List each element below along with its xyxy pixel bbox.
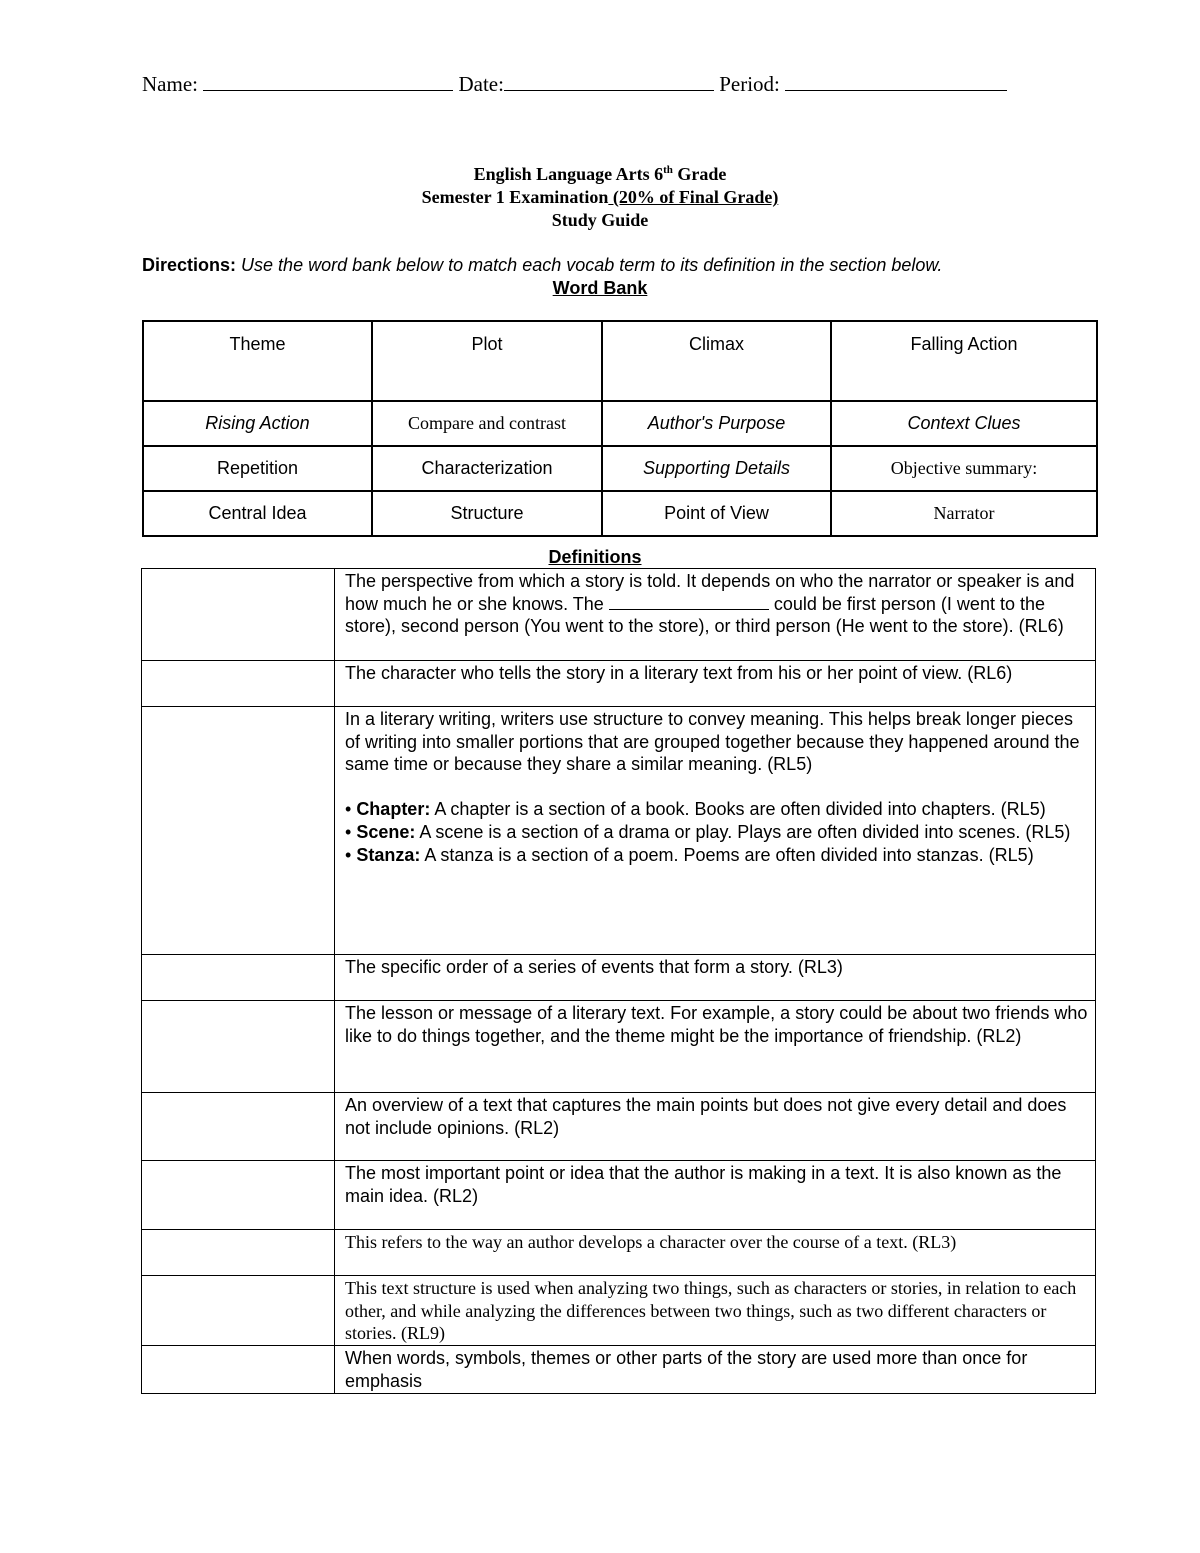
word-bank-cell: Supporting Details	[602, 446, 831, 491]
definition-row	[142, 1346, 1096, 1393]
word-bank-cell: Plot	[372, 321, 602, 401]
definition-row	[142, 1230, 1096, 1276]
definition-row	[142, 955, 1096, 1001]
word-bank-cell: Falling Action	[831, 321, 1097, 401]
word-bank-cell: Point of View	[602, 491, 831, 536]
directions	[142, 255, 942, 276]
bullet-item: • Chapter: A chapter is a section of a book. Books are often divided into chapters. (RL5)	[345, 799, 1046, 820]
definition-text: The lesson or message of a literary text. For example, a story could be about two friends who like to do things together, and the theme might be the importance of friendship. (RL2)	[335, 1001, 1096, 1093]
answer-cell[interactable]	[142, 1161, 335, 1230]
answer-cell[interactable]	[142, 955, 335, 1001]
word-bank-title: Word Bank	[552, 278, 648, 298]
word-bank-cell: Structure	[372, 491, 602, 536]
definition-text: The character who tells the story in a literary text from his or her point of view. (RL6)	[335, 661, 1096, 707]
definition-row	[142, 1001, 1096, 1093]
definition-text: In a literary writing, writers use structure to convey meaning. This helps break longer pieces of writing into smaller portions that are grouped together because they happened around the same time or because they share a similar meaning. (RL5) • Chapter: A chapter is a section of a book. Books are often divided into chapters. (RL5) • Scene: A scene is a section of a drama or play. Plays are often divided into scenes. (RL5) • Stanza: A stanza is a section of a poem. Poems are often divided into stanzas. (RL5)	[335, 707, 1096, 955]
date-label: Date:	[458, 72, 504, 96]
definition-text: This text structure is used when analyzing two things, such as characters or stories, in relation to each other, and while analyzing the differences between two things, such as two different characters or stories. (RL9)	[335, 1276, 1096, 1346]
definition-text: The specific order of a series of events that form a story. (RL3)	[335, 955, 1096, 1001]
definition-row	[142, 1093, 1096, 1161]
exam-title: Semester 1 Examination (20% of Final Grade)	[421, 187, 779, 207]
word-bank-row	[143, 321, 1097, 401]
word-bank-cell: Repetition	[143, 446, 372, 491]
answer-cell[interactable]	[142, 1276, 335, 1346]
word-bank-table	[142, 320, 1098, 537]
word-bank-row	[143, 446, 1097, 491]
definition-text: This refers to the way an author develops a character over the course of a text. (RL3)	[335, 1230, 1096, 1276]
definition-row	[142, 707, 1096, 955]
date-blank[interactable]	[504, 72, 714, 91]
definition-row	[142, 1161, 1096, 1230]
definition-row	[142, 569, 1096, 661]
definition-text: An overview of a text that captures the main points but does not give every detail and does not include opinions. (RL2)	[335, 1093, 1096, 1161]
word-bank-cell: Climax	[602, 321, 831, 401]
bullet-item: • Scene: A scene is a section of a drama or play. Plays are often divided into scenes. (RL5)	[345, 821, 1071, 842]
name-label: Name:	[142, 72, 198, 96]
answer-cell[interactable]	[142, 1346, 335, 1393]
directions-text: Use the word bank below to match each vocab term to its definition in the section below.	[241, 255, 943, 275]
definition-text: When words, symbols, themes or other parts of the story are used more than once for emphasis	[335, 1346, 1096, 1393]
title-block	[0, 163, 1200, 232]
word-bank-row	[143, 491, 1097, 536]
period-label: Period:	[719, 72, 780, 96]
answer-cell[interactable]	[142, 1093, 335, 1161]
definitions-table	[141, 568, 1096, 1394]
directions-label: Directions:	[142, 255, 237, 275]
answer-cell[interactable]	[142, 1001, 335, 1093]
word-bank-row	[143, 401, 1097, 446]
definition-text: The perspective from which a story is told. It depends on who the narrator or speaker is and how much he or she knows. The could be first person (I went to the store), second person (You went to the store), or third person (He went to the store). (RL6)	[335, 569, 1096, 661]
word-bank-cell: Rising Action	[143, 401, 372, 446]
word-bank-cell: Narrator	[831, 491, 1097, 536]
word-bank-cell: Central Idea	[143, 491, 372, 536]
answer-cell[interactable]	[142, 661, 335, 707]
answer-cell[interactable]	[142, 1230, 335, 1276]
course-title: English Language Arts 6th Grade	[473, 164, 727, 184]
word-bank-cell: Characterization	[372, 446, 602, 491]
study-guide-title: Study Guide	[551, 210, 649, 230]
definition-row	[142, 1276, 1096, 1346]
period-blank[interactable]	[785, 72, 1007, 91]
answer-cell[interactable]	[142, 569, 335, 661]
word-bank-cell: Compare and contrast	[372, 401, 602, 446]
definition-row	[142, 661, 1096, 707]
bullet-item: • Stanza: A stanza is a section of a poem. Poems are often divided into stanzas. (RL5)	[345, 844, 1034, 865]
definitions-title: Definitions	[548, 547, 642, 567]
word-bank-cell: Context Clues	[831, 401, 1097, 446]
inline-blank	[609, 593, 769, 610]
name-blank[interactable]	[203, 72, 453, 91]
word-bank-cell: Author's Purpose	[602, 401, 831, 446]
definition-text: The most important point or idea that the author is making in a text. It is also known as the main idea. (RL2)	[335, 1161, 1096, 1230]
word-bank-cell: Objective summary:	[831, 446, 1097, 491]
word-bank-cell: Theme	[143, 321, 372, 401]
answer-cell[interactable]	[142, 707, 335, 955]
student-info-line	[142, 72, 1007, 97]
